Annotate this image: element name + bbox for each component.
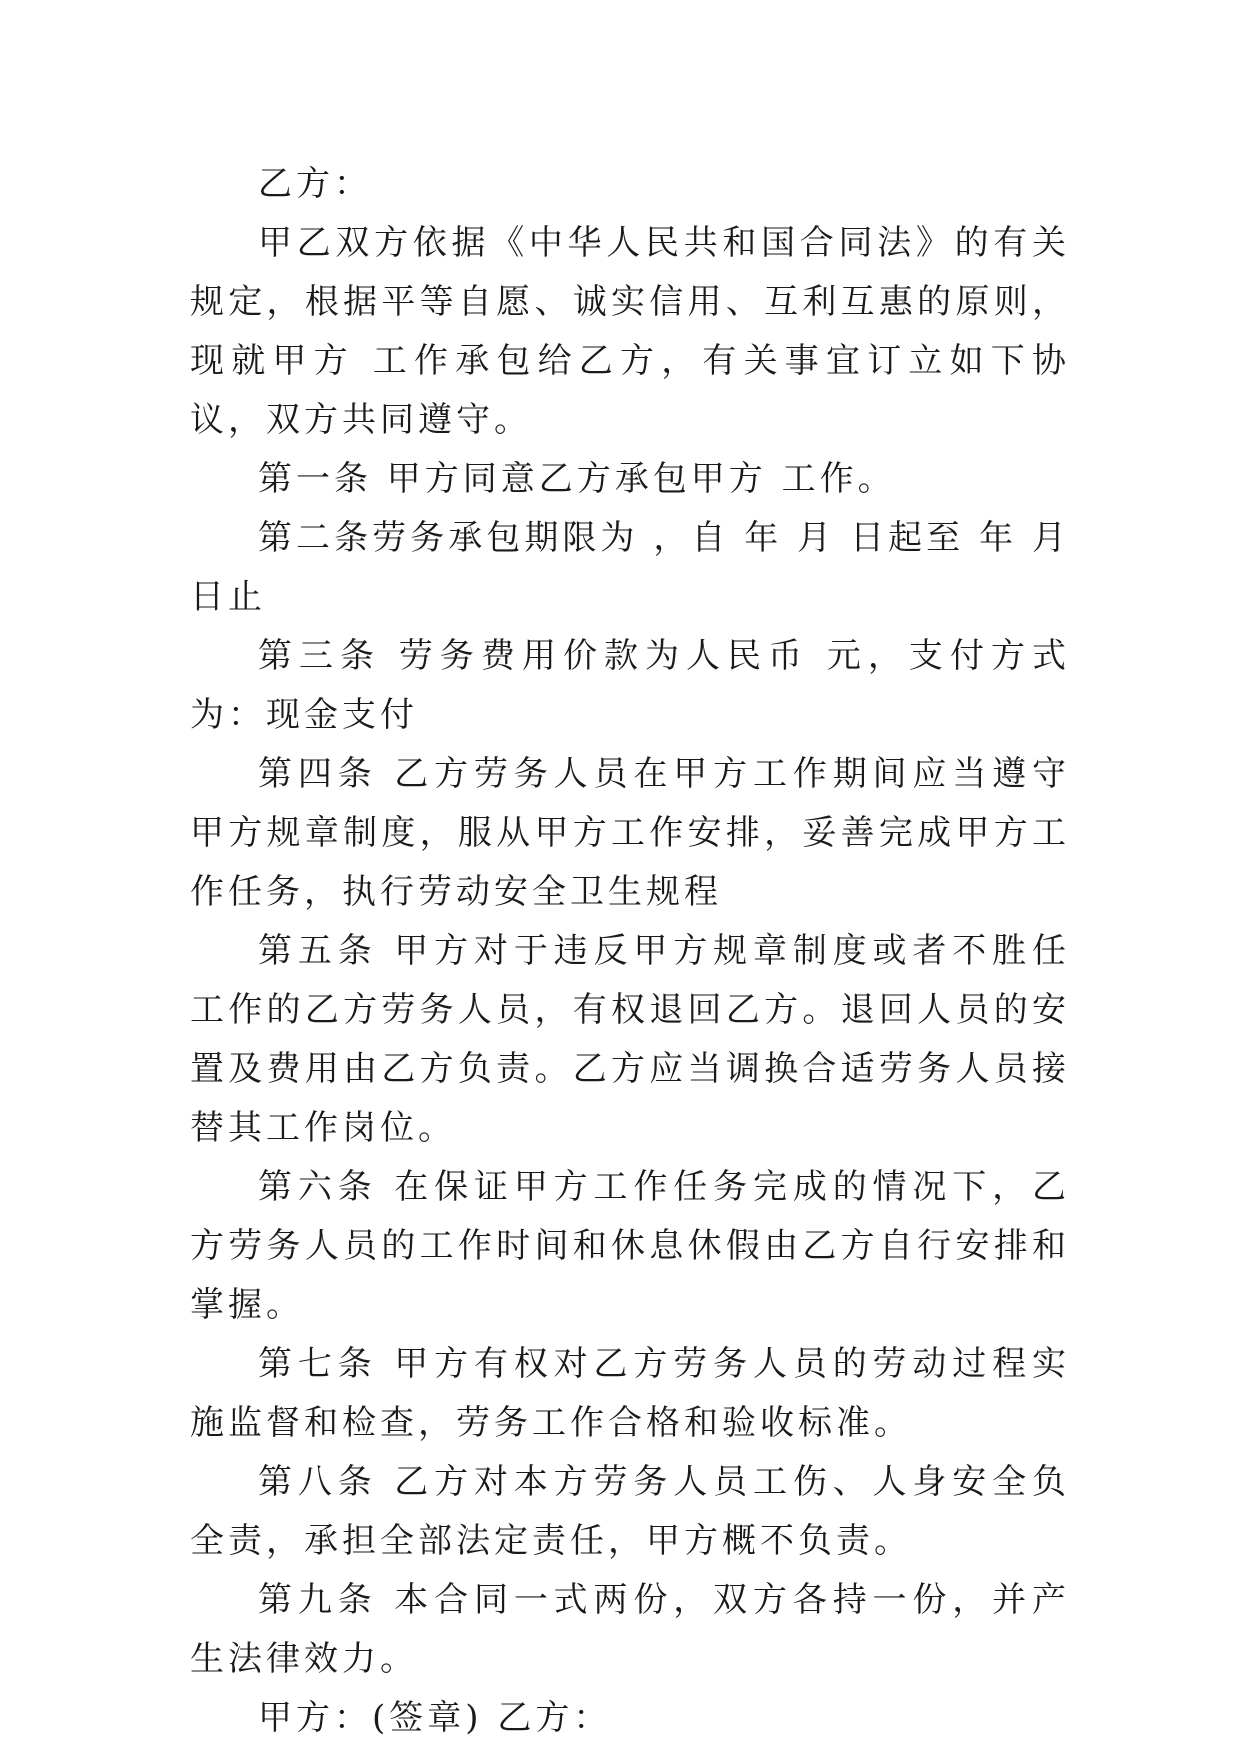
article-7: 第七条 甲方有权对乙方劳务人员的劳动过程实施监督和检查，劳务工作合格和验收标准。: [190, 1344, 1070, 1443]
article-5: 第五条 甲方对于违反甲方规章制度或者不胜任工作的乙方劳务人员，有权退回乙方。退回人员的安置及费用由乙方负责。乙方应当调换合适劳务人员接替其工作岗位。: [190, 931, 1070, 1148]
article-3: 第三条 劳务费用价款为人民币 元，支付方式为：现金支付: [190, 636, 1070, 735]
signature-line: 甲方：(签章) 乙方：: [258, 1698, 612, 1738]
preamble-paragraph: 甲乙双方依据《中华人民共和国合同法》的有关规定，根据平等自愿、诚实信用、互利互惠的原则，现就甲方 工作承包给乙方，有关事宜订立如下协议，双方共同遵守。: [190, 223, 1070, 440]
article-4: 第四条 乙方劳务人员在甲方工作期间应当遵守甲方规章制度，服从甲方工作安排，妥善完成甲方工作任务，执行劳动安全卫生规程: [190, 754, 1070, 912]
party-b-label: 乙方：: [258, 164, 372, 204]
article-2: 第二条劳务承包期限为 ，自 年 月 日起至 年 月 日止: [190, 518, 1070, 617]
contract-body: [190, 155, 1070, 1748]
article-9: 第九条 本合同一式两份，双方各持一份，并产生法律效力。: [190, 1580, 1070, 1679]
article-8: 第八条 乙方对本方劳务人员工伤、人身安全负全责，承担全部法定责任，甲方概不负责。: [190, 1462, 1070, 1561]
article-6: 第六条 在保证甲方工作任务完成的情况下，乙方劳务人员的工作时间和休息休假由乙方自行安排和掌握。: [190, 1167, 1070, 1325]
article-1: 第一条 甲方同意乙方承包甲方 工作。: [258, 459, 896, 499]
